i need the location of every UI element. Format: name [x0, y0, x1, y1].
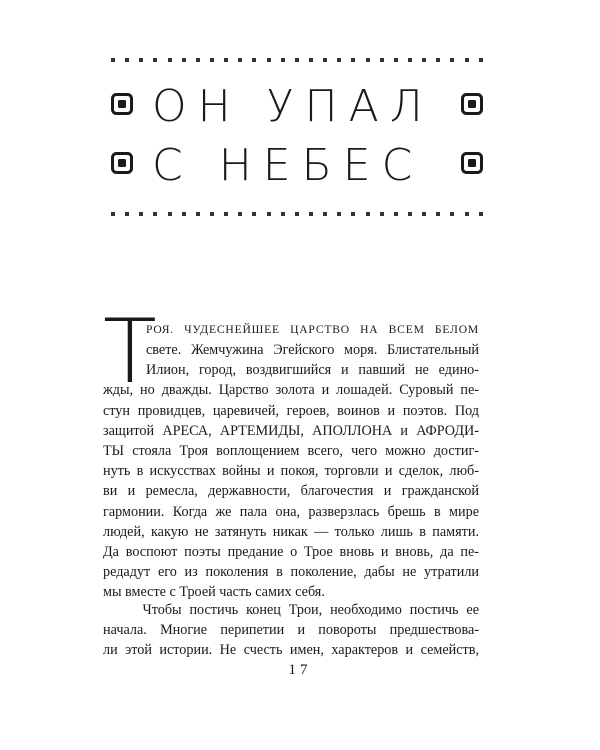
text-line: жды, но дважды. Царство золота и лошадей. Суровый пе-: [103, 382, 479, 399]
text-line: начала. Многие перипетии и повороты предшествова-: [103, 622, 479, 639]
text-line: стун провидцев, царевичей, героев, воинов и поэтов. Под: [103, 402, 479, 419]
drop-cap: Т: [103, 300, 157, 403]
square-spiral-ornament-icon: [461, 152, 483, 174]
paragraph-1: [103, 380, 479, 602]
chapter-title-line-1: [100, 77, 500, 137]
chapter-title-text: С НЕБЕС: [152, 140, 424, 191]
square-spiral-ornament-icon: [111, 93, 133, 115]
text-line: ТЫ стояла Троя воплощением всего, чего можно достиг-: [103, 442, 479, 459]
paragraph-2: [103, 600, 479, 661]
text-line: защитой АРЕСА, АРТЕМИДЫ, АПОЛЛОНА и АФРОДИ-: [103, 422, 479, 439]
text-line: ли этой истории. Не счесть имен, характеров и семейств,: [103, 642, 479, 659]
top-dotted-rule: [111, 57, 483, 63]
text-line: нуть в искусствах войны и покоя, торговли и сделок, люб-: [103, 463, 479, 480]
square-spiral-ornament-icon: [111, 152, 133, 174]
chapter-title-text: ОН УПАЛ: [152, 81, 434, 132]
text-line: людей, какую не затянуть никак — только лишь в памяти.: [103, 523, 479, 540]
text-line: Илион, город, воздвигшийся и павший не едино-: [146, 362, 479, 379]
page-number: 17: [288, 662, 312, 678]
text-line: мы вместе с Троей часть самих себя.: [103, 584, 325, 601]
opening-smallcaps-line: РОЯ. ЧУДЕСНЕЙШЕЕ ЦАРСТВО НА ВСЕМ БЕЛОМ: [146, 323, 479, 336]
text-line: Да воспоют поэты предание о Трое вновь и вновь, да пе-: [103, 543, 479, 560]
paragraph-1-indented: [146, 340, 479, 380]
text-line: свете. Жемчужина Эгейского моря. Блистательный: [146, 342, 479, 358]
text-line: редадут его из поколения в поколение, дабы не утратили: [103, 564, 479, 581]
text-line: ви и ремесла, державности, благочестия и гражданской: [103, 483, 479, 500]
opening-line: [146, 320, 479, 340]
text-line: Чтобы постичь конец Трои, необходимо постичь ее: [103, 602, 479, 618]
bottom-dotted-rule: [111, 211, 483, 217]
text-line: гармонии. Когда же пала она, разверзлась брешь в мире: [103, 503, 479, 520]
chapter-title-line-2: [100, 136, 500, 196]
square-spiral-ornament-icon: [461, 93, 483, 115]
